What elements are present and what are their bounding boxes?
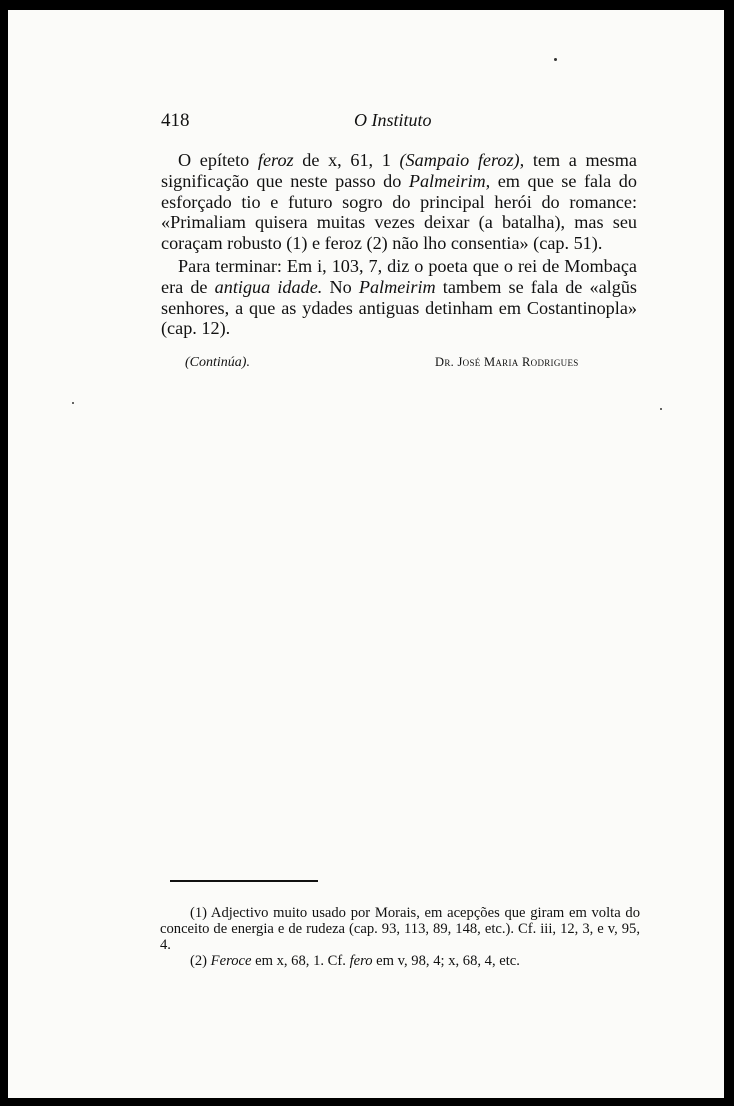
page-number: 418 <box>161 110 190 131</box>
footnotes <box>160 905 640 969</box>
author-signature: Dr. José Maria Rodrigues <box>435 355 579 369</box>
footnote-1: (1) Adjectivo muito usado por Morais, em acepções que giram em volta do conceito de energia e de rudeza (cap. 93, 113, 89, 148, etc.). Cf. iii, 12, 3, e v, 95, 4. <box>160 905 640 953</box>
paragraph-2: Para terminar: Em i, 103, 7, diz o poeta que o rei de Mombaça era de antigua idade. No Palmeirim tambem se fala de «algũs senhores, a que as ydades antiguas detinham em Costantinopla» (cap. 12). <box>161 255 637 339</box>
running-title: O Instituto <box>354 110 432 130</box>
scan-speck <box>72 402 74 404</box>
footnote-divider <box>170 880 318 882</box>
continued-note: (Continúa). <box>185 355 250 370</box>
scan-speck <box>554 58 557 61</box>
paragraph-1: O epíteto feroz de x, 61, 1 (Sampaio feroz), tem a mesma significação que neste passo do Palmeirim, em que se fala do esforçado tio e futuro sogro do principal herói do romance: «Primaliam quisera muitas vezes deixar (a batalha), mas seu coraçam robusto (1) e feroz (2) não lho consentia» (cap. 51). <box>161 150 637 254</box>
footnote-2: (2) Feroce em x, 68, 1. Cf. fero em v, 98, 4; x, 68, 4, etc. <box>190 953 520 969</box>
main-text <box>161 150 637 339</box>
scan-speck <box>660 408 662 410</box>
